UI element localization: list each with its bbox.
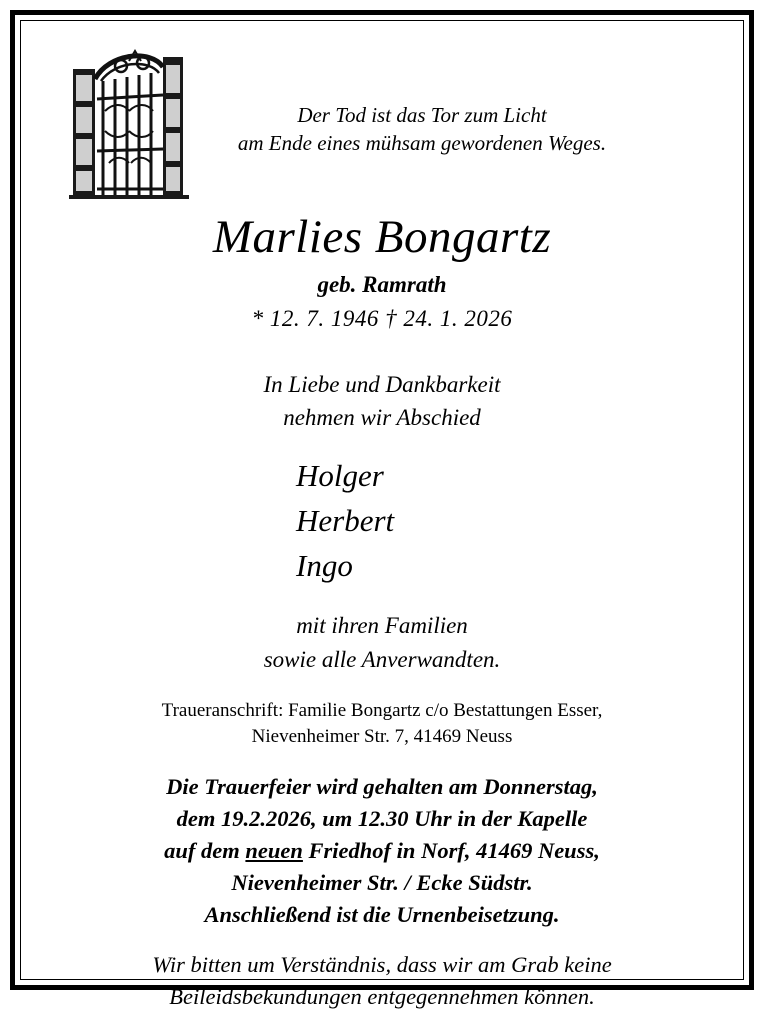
ceremony-line-3-underlined: neuen <box>245 837 303 863</box>
families-line-2: sowie alle Anverwandten. <box>263 646 501 672</box>
survivor-name: Holger <box>296 458 384 494</box>
deceased-name: Marlies Bongartz <box>212 210 552 263</box>
ceremony-line-2: dem 19.2.2026, um 12.30 Uhr in der Kapelle <box>176 806 588 831</box>
families-line-1: mit ihren Familien <box>296 613 468 639</box>
farewell-line-1: In Liebe und Dankbarkeit <box>263 371 501 397</box>
maiden-name: geb. Ramrath <box>317 271 447 297</box>
motto-line-2: am Ende eines mühsam gewordenen Weges. <box>237 131 607 156</box>
ceremony-line-4: Nievenheimer Str. / Ecke Südstr. <box>231 869 533 895</box>
ceremony-line-3 <box>51 835 713 867</box>
survivor-name: Herbert <box>296 503 395 539</box>
cemetery-gate-icon <box>59 39 199 199</box>
address-line-2: Nievenheimer Str. 7, 41469 Neuss <box>251 726 513 748</box>
ceremony-line-5: Anschließend ist die Urnenbeisetzung. <box>204 901 560 927</box>
ceremony-line-1: Die Trauerfeier wird gehalten am Donnerstag, <box>166 774 598 800</box>
condolence-request <box>51 949 713 1013</box>
families-text <box>51 609 713 676</box>
request-line-1: Wir bitten um Verständnis, dass wir am Grab keine <box>152 951 612 977</box>
motto-line-1: Der Tod ist das Tor zum Licht <box>297 103 547 127</box>
ceremony-line-3-pre: auf dem <box>164 837 246 863</box>
survivor-name: Ingo <box>296 548 353 584</box>
mourning-address <box>51 698 713 751</box>
ceremony-details <box>51 771 713 931</box>
ceremony-line-3-post: Friedhof in Norf, 41469 Neuss, <box>302 837 600 863</box>
inner-border <box>20 20 744 1009</box>
farewell-line-2: nehmen wir Abschied <box>283 405 481 431</box>
outer-border <box>10 10 754 1009</box>
survivors-list <box>51 454 713 589</box>
farewell-text <box>51 368 713 435</box>
request-line-2: Beileidsbekundungen entgegennehmen können. <box>169 983 595 1009</box>
birth-death-dates: * 12. 7. 1946 † 24. 1. 2026 <box>251 305 513 331</box>
address-line-1: Traueranschrift: Familie Bongartz c/o Bestattungen Esser, <box>161 699 603 721</box>
